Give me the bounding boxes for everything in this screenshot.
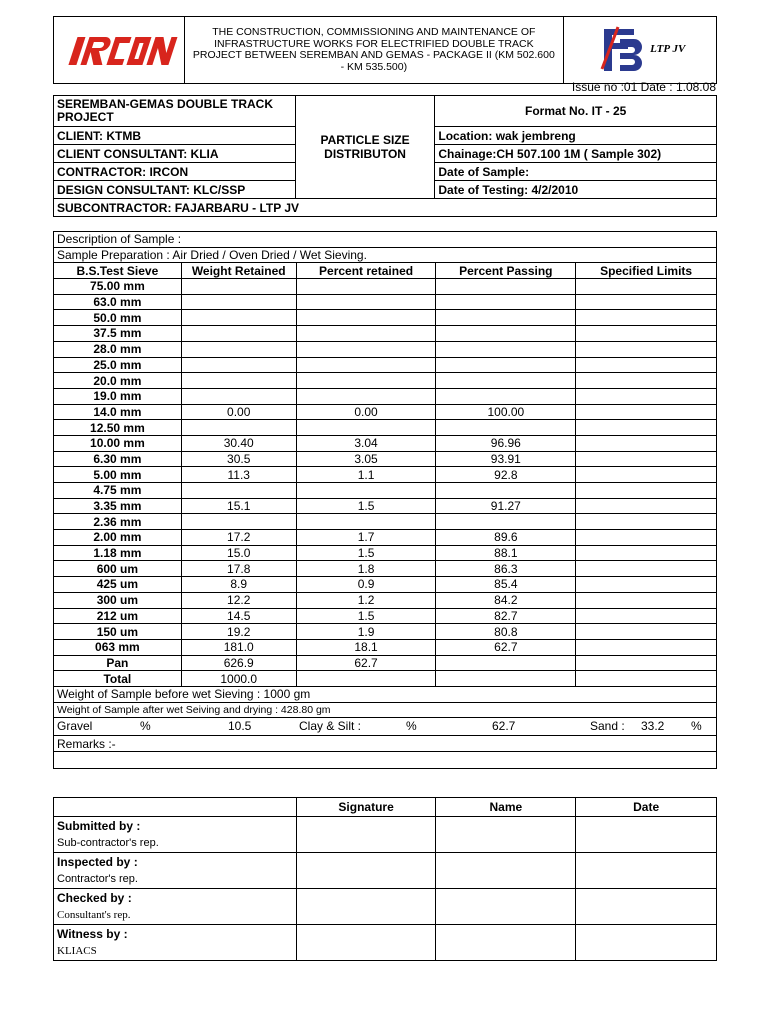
col-header-percent-passing: Percent Passing (436, 263, 576, 279)
specified-limits (576, 483, 717, 499)
sieve-rows (54, 279, 717, 687)
percent-passing: 84.2 (436, 592, 576, 608)
specified-limits (576, 577, 717, 593)
specified-limits (576, 373, 717, 389)
percent-passing: 93.91 (436, 451, 576, 467)
col-header-date: Date (576, 798, 717, 817)
percent-passing (436, 310, 576, 326)
table-row (54, 388, 717, 404)
signatory-role (54, 853, 297, 889)
percent-retained: 1.7 (296, 530, 436, 546)
percent-retained: 3.05 (296, 451, 436, 467)
weight-retained (181, 326, 296, 342)
specified-limits (576, 639, 717, 655)
name-field[interactable] (436, 889, 576, 925)
sig-header-blank (54, 798, 297, 817)
signatory-title: Submitted by : (57, 819, 141, 833)
specified-limits (576, 326, 717, 342)
percent-retained (296, 671, 436, 687)
percent-retained: 62.7 (296, 655, 436, 671)
project-name: SEREMBAN-GEMAS DOUBLE TRACK PROJECT (54, 96, 296, 127)
date-field[interactable] (576, 889, 717, 925)
subcontractor: SUBCONTRACTOR: FAJARBARU - LTP JV (54, 199, 717, 217)
sieve-size: 2.00 mm (54, 530, 182, 546)
percent-retained (296, 483, 436, 499)
col-header-weight-retained: Weight Retained (181, 263, 296, 279)
weight-retained (181, 388, 296, 404)
weight-retained: 181.0 (181, 639, 296, 655)
specified-limits (576, 655, 717, 671)
sand-pct-sign: % (691, 719, 702, 734)
percent-retained: 3.04 (296, 435, 436, 451)
gravel-pct-sign: % (140, 719, 151, 734)
fraction-summary (54, 718, 717, 736)
percent-passing (436, 279, 576, 295)
weight-retained: 626.9 (181, 655, 296, 671)
sieve-size: 19.0 mm (54, 388, 182, 404)
specified-limits (576, 498, 717, 514)
sieve-size: 20.0 mm (54, 373, 182, 389)
percent-passing: 89.6 (436, 530, 576, 546)
sand-label: Sand : (590, 719, 625, 734)
table-row (54, 467, 717, 483)
percent-passing: 86.3 (436, 561, 576, 577)
weight-retained: 17.8 (181, 561, 296, 577)
col-header-signature: Signature (296, 798, 436, 817)
project-info-table (53, 95, 717, 217)
sieve-size: 2.36 mm (54, 514, 182, 530)
table-row (54, 639, 717, 655)
percent-retained: 1.5 (296, 608, 436, 624)
sand-value: 33.2 (641, 719, 665, 734)
percent-retained (296, 341, 436, 357)
weight-retained: 17.2 (181, 530, 296, 546)
name-field[interactable] (436, 925, 576, 961)
signature-field[interactable] (296, 817, 436, 853)
percent-passing: 92.8 (436, 467, 576, 483)
table-row (54, 420, 717, 436)
specified-limits (576, 341, 717, 357)
weight-retained: 15.0 (181, 545, 296, 561)
percent-retained: 1.1 (296, 467, 436, 483)
signatory-subtitle: KLIACS (57, 945, 97, 957)
percent-passing (436, 388, 576, 404)
percent-passing (436, 514, 576, 530)
specified-limits (576, 545, 717, 561)
table-row (54, 530, 717, 546)
col-header-sieve: B.S.Test Sieve (54, 263, 182, 279)
col-header-specified-limits: Specified Limits (576, 263, 717, 279)
percent-passing: 96.96 (436, 435, 576, 451)
col-header-name: Name (436, 798, 576, 817)
col-header-percent-retained: Percent retained (296, 263, 436, 279)
percent-passing (436, 671, 576, 687)
percent-retained: 0.00 (296, 404, 436, 420)
percent-passing (436, 294, 576, 310)
table-row (54, 655, 717, 671)
weight-retained (181, 294, 296, 310)
percent-passing (436, 420, 576, 436)
table-row (54, 608, 717, 624)
weight-retained (181, 357, 296, 373)
ltp-jv-logo (594, 25, 654, 75)
sieve-size: 5.00 mm (54, 467, 182, 483)
remarks: Remarks :- (54, 736, 717, 752)
weight-retained: 12.2 (181, 592, 296, 608)
specified-limits (576, 624, 717, 640)
sieve-size: 12.50 mm (54, 420, 182, 436)
signature-field[interactable] (296, 853, 436, 889)
specified-limits (576, 451, 717, 467)
percent-passing (436, 341, 576, 357)
signatory-title: Checked by : (57, 891, 132, 905)
percent-passing (436, 373, 576, 389)
percent-passing (436, 483, 576, 499)
weight-retained (181, 514, 296, 530)
sieve-size: 212 um (54, 608, 182, 624)
signature-row (54, 925, 717, 961)
date-of-sample: Date of Sample: (435, 163, 717, 181)
specified-limits (576, 294, 717, 310)
gravel-label: Gravel (57, 719, 93, 734)
table-row (54, 545, 717, 561)
specified-limits (576, 435, 717, 451)
client-consultant: CLIENT CONSULTANT: KLIA (54, 145, 296, 163)
table-row (54, 435, 717, 451)
gravel-value: 10.5 (228, 719, 252, 734)
sieve-size: 37.5 mm (54, 326, 182, 342)
contractor: CONTRACTOR: IRCON (54, 163, 296, 181)
signature-row (54, 817, 717, 853)
signatory-role (54, 817, 297, 853)
table-row (54, 279, 717, 295)
signatory-subtitle: Consultant's rep. (57, 909, 131, 921)
specified-limits (576, 608, 717, 624)
weight-retained: 30.5 (181, 451, 296, 467)
signatory-title: Witness by : (57, 927, 128, 941)
weight-retained (181, 341, 296, 357)
format-number: Format No. IT - 25 (435, 96, 717, 127)
weight-after-wet-sieving: Weight of Sample after wet Seiving and drying : 428.80 gm (54, 702, 717, 718)
sieve-analysis-table (53, 231, 717, 769)
table-row (54, 341, 717, 357)
sieve-size: 1.18 mm (54, 545, 182, 561)
sieve-size: 425 um (54, 577, 182, 593)
specified-limits (576, 404, 717, 420)
weight-retained: 19.2 (181, 624, 296, 640)
weight-retained: 8.9 (181, 577, 296, 593)
ltp-logo-cell (564, 17, 717, 84)
sieve-size: 063 mm (54, 639, 182, 655)
sieve-size: 6.30 mm (54, 451, 182, 467)
percent-passing: 82.7 (436, 608, 576, 624)
table-row (54, 451, 717, 467)
percent-passing (436, 655, 576, 671)
signatory-subtitle: Sub-contractor's rep. (57, 837, 159, 849)
table-row (54, 624, 717, 640)
table-row (54, 498, 717, 514)
signature-table (53, 797, 717, 961)
sieve-size: 4.75 mm (54, 483, 182, 499)
date-field[interactable] (576, 853, 717, 889)
table-row (54, 404, 717, 420)
percent-retained (296, 388, 436, 404)
signatory-role (54, 925, 297, 961)
specified-limits (576, 592, 717, 608)
percent-retained (296, 357, 436, 373)
signatory-subtitle: Contractor's rep. (57, 873, 138, 885)
percent-retained: 1.2 (296, 592, 436, 608)
table-row (54, 294, 717, 310)
table-row (54, 483, 717, 499)
date-field[interactable] (576, 925, 717, 961)
weight-retained: 30.40 (181, 435, 296, 451)
issue-info: Issue no :01 Date : 1.08.08 (571, 80, 716, 94)
ircon-logo-cell (54, 17, 185, 84)
percent-passing: 100.00 (436, 404, 576, 420)
sample-preparation: Sample Preparation : Air Dried / Oven Dried / Wet Sieving. (54, 247, 717, 263)
percent-retained: 0.9 (296, 577, 436, 593)
specified-limits (576, 357, 717, 373)
signature-row (54, 853, 717, 889)
percent-retained (296, 514, 436, 530)
table-row (54, 514, 717, 530)
weight-retained (181, 310, 296, 326)
percent-passing: 91.27 (436, 498, 576, 514)
specified-limits (576, 561, 717, 577)
ircon-logo (54, 17, 182, 80)
signature-rows (54, 817, 717, 961)
signature-field[interactable] (296, 889, 436, 925)
percent-retained (296, 294, 436, 310)
sieve-size: 600 um (54, 561, 182, 577)
sieve-size: 10.00 mm (54, 435, 182, 451)
weight-retained: 0.00 (181, 404, 296, 420)
weight-retained (181, 420, 296, 436)
sieve-size: 3.35 mm (54, 498, 182, 514)
specified-limits (576, 279, 717, 295)
sieve-size: 14.0 mm (54, 404, 182, 420)
date-field[interactable] (576, 817, 717, 853)
specified-limits (576, 514, 717, 530)
test-name: PARTICLE SIZE DISTRIBUTON (295, 96, 435, 199)
percent-retained (296, 373, 436, 389)
specified-limits (576, 530, 717, 546)
weight-retained: 11.3 (181, 467, 296, 483)
percent-passing (436, 357, 576, 373)
sieve-size: 300 um (54, 592, 182, 608)
weight-retained: 15.1 (181, 498, 296, 514)
signatory-role (54, 889, 297, 925)
design-consultant: DESIGN CONSULTANT: KLC/SSP (54, 181, 296, 199)
signature-row (54, 889, 717, 925)
weight-retained (181, 373, 296, 389)
date-of-testing: Date of Testing: 4/2/2010 (435, 181, 717, 199)
table-row (54, 373, 717, 389)
ltp-jv-label: LTP JV (650, 43, 686, 55)
signature-field[interactable] (296, 925, 436, 961)
specified-limits (576, 467, 717, 483)
clay-pct-sign: % (406, 719, 417, 734)
percent-retained (296, 310, 436, 326)
remarks-blank-line (54, 752, 717, 769)
sieve-size: Pan (54, 655, 182, 671)
sieve-size: 63.0 mm (54, 294, 182, 310)
header-table (53, 16, 717, 84)
specified-limits (576, 388, 717, 404)
project-title: THE CONSTRUCTION, COMMISSIONING AND MAINTENANCE OF INFRASTRUCTURE WORKS FOR ELECTRIFIED DOUBLE TRACK PROJECT BETWEEN SEREMBAN AND GEMAS - PACKAGE II (KM 502.600 - KM 535.500) (184, 17, 564, 84)
specified-limits (576, 671, 717, 687)
table-row (54, 592, 717, 608)
name-field[interactable] (436, 817, 576, 853)
table-row (54, 671, 717, 687)
percent-retained: 1.5 (296, 545, 436, 561)
client: CLIENT: KTMB (54, 127, 296, 145)
percent-passing (436, 326, 576, 342)
location: Location: wak jembreng (435, 127, 717, 145)
percent-retained (296, 279, 436, 295)
name-field[interactable] (436, 853, 576, 889)
percent-retained (296, 326, 436, 342)
percent-retained: 1.5 (296, 498, 436, 514)
percent-passing: 80.8 (436, 624, 576, 640)
table-row (54, 577, 717, 593)
sieve-size: Total (54, 671, 182, 687)
percent-retained: 1.8 (296, 561, 436, 577)
sieve-size: 50.0 mm (54, 310, 182, 326)
weight-before-wet-sieving: Weight of Sample before wet Sieving : 1000 gm (54, 686, 717, 702)
description-of-sample: Description of Sample : (54, 232, 717, 248)
clay-silt-value: 62.7 (492, 719, 516, 734)
percent-retained: 18.1 (296, 639, 436, 655)
weight-retained: 1000.0 (181, 671, 296, 687)
chainage: Chainage:CH 507.100 1M ( Sample 302) (435, 145, 717, 163)
sieve-size: 150 um (54, 624, 182, 640)
percent-retained (296, 420, 436, 436)
weight-retained (181, 279, 296, 295)
sieve-size: 28.0 mm (54, 341, 182, 357)
clay-silt-label: Clay & Silt : (299, 719, 362, 734)
percent-passing: 88.1 (436, 545, 576, 561)
weight-retained: 14.5 (181, 608, 296, 624)
table-row (54, 561, 717, 577)
table-row (54, 357, 717, 373)
specified-limits (576, 310, 717, 326)
specified-limits (576, 420, 717, 436)
weight-retained (181, 483, 296, 499)
sieve-size: 25.0 mm (54, 357, 182, 373)
table-row (54, 326, 717, 342)
sieve-size: 75.00 mm (54, 279, 182, 295)
table-row (54, 310, 717, 326)
percent-retained: 1.9 (296, 624, 436, 640)
signatory-title: Inspected by : (57, 855, 138, 869)
percent-passing: 62.7 (436, 639, 576, 655)
percent-passing: 85.4 (436, 577, 576, 593)
